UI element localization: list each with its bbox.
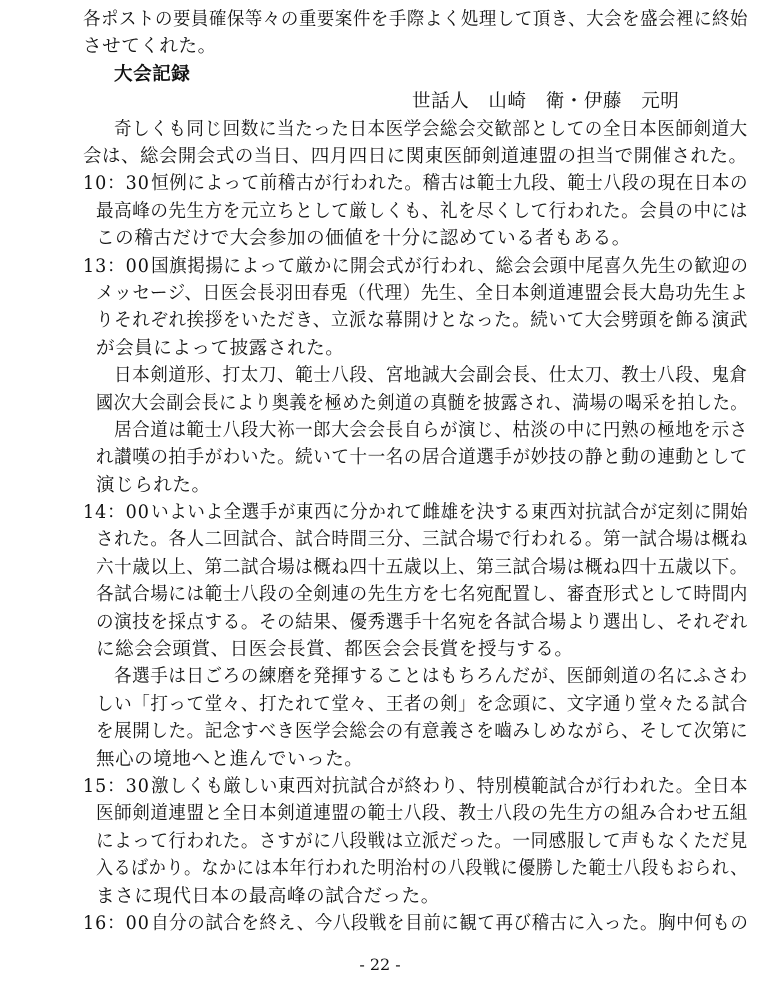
paragraph-line: この稽古だけで大会参加の価値を十分に認めている者もある。 xyxy=(96,228,631,250)
paragraph-line: によって行われた。さすがに八段戦は立派だった。一同感服して声もなくただ見 xyxy=(96,830,748,852)
entry-text: いよいよ全選手が東西に分かれて雌雄を決する東西対抗試合が定刻に開始 xyxy=(151,502,749,524)
paragraph-line: 六十歳以上、第二試合場は概ね四十五歳以上、第三試合場は概ね四十五歳以下。 xyxy=(96,556,748,578)
paragraph-line: 奇しくも同じ回数に当たった日本医学会総会交歓部としての全日本医師剣道大 xyxy=(114,118,748,140)
entry-text: 国旗掲揚によって厳かに開会式が行われ、総会会頭中尾喜久先生の歓迎の xyxy=(151,255,749,277)
paragraph-line: 居合道は範士八段大袮一郎大会会長自らが演じ、枯淡の中に円熟の極地を示さ xyxy=(114,419,748,441)
time-stamp: 14：00 xyxy=(83,502,150,524)
page-number: - 22 - xyxy=(359,955,401,974)
time-stamp: 10：30 xyxy=(83,173,150,195)
paragraph-line: 会は、総会開会式の当日、四月四日に関東医師剣道連盟の担当で開催された。 xyxy=(83,145,748,167)
paragraph-line: メッセージ、日医会長羽田春兎（代理）先生、全日本剣道連盟会長大島功先生よ xyxy=(96,282,749,304)
section-byline: 世話人 山崎 衛・伊藤 元明 xyxy=(412,91,680,113)
paragraph-line: 各試合場には範士八段の全剣連の先生方を七名宛配置し、審査形式として時間内 xyxy=(96,584,748,606)
paragraph-line: 医師剣道連盟と全日本剣道連盟の範士八段、教士八段の先生方の組み合わせ五組 xyxy=(96,803,748,825)
timed-entry-first-line xyxy=(83,775,748,799)
paragraph-line: 各選手は日ごろの練磨を発揮することはもちろんだが、医師剣道の名にふさわ xyxy=(114,666,748,688)
time-stamp: 13：00 xyxy=(83,255,150,277)
entry-text: 激しくも厳しい東西対抗試合が終わり、特別模範試合が行われた。全日本 xyxy=(151,776,749,798)
paragraph-line: に総会会頭賞、日医会長賞、都医会会長賞を授与する。 xyxy=(96,639,574,661)
timed-entry-first-line xyxy=(83,912,748,936)
paragraph-line: 入るばかり。なかには本年行われた明治村の八段戦に優勝した範士八段もおられ、 xyxy=(96,858,748,880)
paragraph-line: まさに現代日本の最高峰の試合だった。 xyxy=(96,885,440,907)
intro-line: 各ポストの要員確保等々の重要案件を手際よく処理して頂き、大会を盛会裡に終始 xyxy=(83,9,749,30)
timed-entry-first-line xyxy=(83,255,748,279)
paragraph-line: を展開した。記念すべき医学会総会の有意義さを嚙みしめながら、そして次第に xyxy=(96,721,749,743)
paragraph-line: された。各人二回試合、試合時間三分、三試合場で行われる。第一試合場は概ね xyxy=(96,529,748,551)
timed-entry-first-line xyxy=(83,501,748,525)
entry-text: 自分の試合を終え、今八段戦を目前に観て再び稽古に入った。胸中何もの xyxy=(151,913,749,934)
paragraph-line: しい「打って堂々、打たれて堂々、王者の剣」を念頭に、文字通り堂々たる試合 xyxy=(96,693,748,715)
paragraph-line: 演じられた。 xyxy=(96,474,211,496)
paragraph-line: の演技を採点する。その結果、優秀選手十名宛を各試合場より選出し、それぞれ xyxy=(96,611,748,633)
paragraph-line: 國次大会副会長により奥義を極めた剣道の真髄を披露され、満場の喝采を拍した。 xyxy=(96,392,748,414)
section-title: 大会記録 xyxy=(114,63,191,85)
intro-line: させてくれた。 xyxy=(83,36,217,58)
paragraph-line: 最高峰の先生方を元立ちとして厳しくも、礼を尽くして行われた。会員の中には xyxy=(96,200,748,222)
timed-entry-first-line xyxy=(83,172,748,196)
paragraph-line: れ讃嘆の拍手がわいた。続いて十一名の居合道選手が妙技の静と動の連動として xyxy=(96,447,748,469)
entry-text: 恒例によって前稽古が行われた。稽古は範士九段、範士八段の現在日本の xyxy=(151,173,749,195)
paragraph-line: 無心の境地へと進んでいった。 xyxy=(96,748,364,770)
paragraph-line: 日本剣道形、打太刀、範士八段、宮地誠大会副会長、仕太刀、教士八段、鬼倉 xyxy=(114,365,748,387)
paragraph-line: りそれぞれ挨拶をいただき、立派な幕開けとなった。続いて大会劈頭を飾る演武 xyxy=(96,310,748,332)
time-stamp: 15：30 xyxy=(83,776,150,798)
paragraph-line: が会員によって披露された。 xyxy=(96,337,345,359)
time-stamp: 16：00 xyxy=(83,913,150,934)
